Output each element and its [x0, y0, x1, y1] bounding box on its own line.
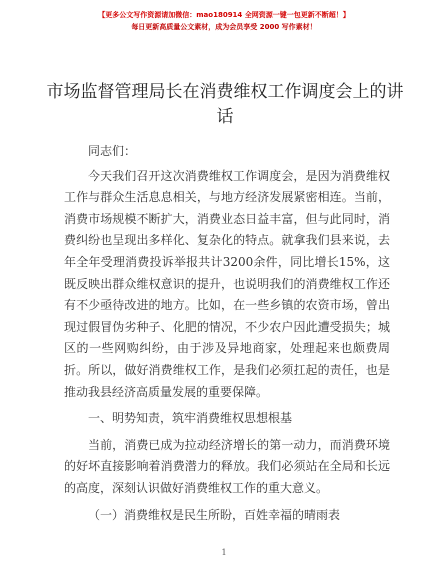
page-number: 1: [221, 548, 227, 557]
promo-banner: [0, 9, 448, 33]
promo-banner-line-1: 【更多公文写作资源请加微信：mao180914 全网资源一键一包更新不断超！】: [98, 11, 350, 19]
section-paragraph: 当前，消费已成为拉动经济增长的第一动力，而消费环境的好坏直接影响着消费潜力的释放。我们必须站在全局和长远的高度，深刻认识做好消费维权工作的重大意义。: [64, 437, 390, 495]
subsection-heading: （一）消费维权是民生所盼，百姓幸福的晴雨表: [88, 507, 341, 522]
promo-banner-line-2: 每日更新高质量公文素材，成为会员享受 2000 写作素材！: [131, 23, 317, 31]
greeting: 同志们：: [88, 144, 137, 158]
document-title: 市场监督管理局长在消费维权工作调度会上的讲话: [46, 82, 404, 127]
intro-paragraph: 今天我们召开这次消费维权工作调度会，是因为消费维权工作与群众生活息息相关，与地方经济发展紧密相连。当前，消费市场规模不断扩大，消费业态日益丰富，但与此同时，消费纠纷也呈现出多样化、复杂化的特点。就拿我们县来说，去年全年受理消费投诉举报共计3200余件，同比增长15%，这既反映出群众维权意识的提升，也说明我们的消费维权工作还有不少亟待改进的地方。比如，在一些乡镇的农资市场，曾出现过假冒伪劣种子、化肥的情况，不少农户因此遭受损失；城区的一些网购纠纷，由于涉及异地商家，处理起来也颇费周折。所以，做好消费维权工作，是我们必须扛起的责任，也是推动我县经济高质量发展的重要保障。: [64, 168, 390, 399]
document-body: [64, 141, 390, 526]
section-heading: 一、明势知责，筑牢消费维权思想根基: [88, 411, 293, 426]
